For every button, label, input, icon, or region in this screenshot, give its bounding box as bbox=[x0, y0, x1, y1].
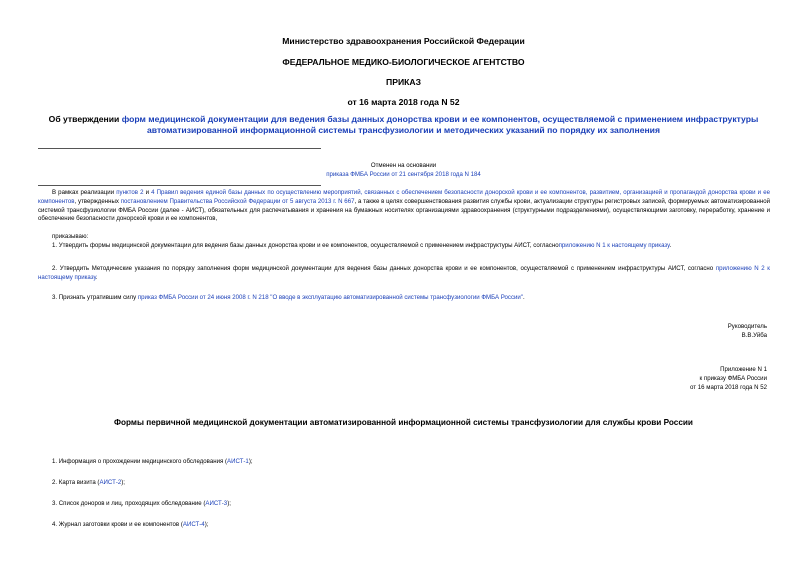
list-item bbox=[52, 521, 208, 528]
clause-1-text: 1. Утвердить формы медицинской документации для ведения базы данных донорства крови и ее компонентов, осуществляемой с применением инфраструктуры АИСТ, согласно bbox=[52, 242, 559, 249]
list-item-link[interactable]: АИСТ-4 bbox=[182, 521, 205, 528]
title-prefix: Об утверждении bbox=[48, 114, 122, 124]
cancel-note bbox=[0, 162, 807, 180]
list-item-text: 2. Карта визита ( bbox=[52, 479, 100, 486]
list-item-link[interactable]: АИСТ-3 bbox=[205, 500, 228, 507]
clause-2-text: 2. Утвердить Методические указания по порядку заполнения форм медицинской документации для ведения базы данных донорства крови и ее компонентов, осуществляемой с применением инфраструктуры АИСТ, согласно bbox=[52, 265, 716, 272]
clause-2-link[interactable]: приложению N 2 к настоящему приказу bbox=[38, 265, 770, 281]
clause-3 bbox=[38, 294, 770, 303]
appendix-line: Приложение N 1 bbox=[720, 366, 767, 373]
list-item-end: ); bbox=[204, 521, 209, 528]
list-item bbox=[52, 500, 231, 507]
date-number-heading: от 16 марта 2018 года N 52 bbox=[347, 97, 460, 107]
clause-3-link[interactable]: приказ ФМБА России от 24 июня 2008 г. N 218 "О вводе в эксплуатацию автоматизированной системы трансфузиологии ФМБА России" bbox=[137, 294, 523, 301]
separator-line bbox=[38, 185, 321, 186]
list-item-link[interactable]: АИСТ-1 bbox=[227, 458, 249, 465]
list-item-end: ); bbox=[248, 458, 253, 465]
appendix-line: к приказу ФМБА России bbox=[699, 374, 767, 382]
list-item bbox=[52, 458, 253, 465]
clause-1 bbox=[38, 242, 770, 251]
clause-2-end: . bbox=[95, 273, 98, 281]
agency-heading: ФЕДЕРАЛЬНОЕ МЕДИКО-БИОЛОГИЧЕСКОЕ АГЕНТСТВО bbox=[282, 57, 525, 67]
list-item-text: 1. Информация о прохождении медицинского обследования ( bbox=[52, 458, 228, 465]
preamble-text: и bbox=[143, 189, 152, 196]
appendix-line: от 16 марта 2018 года N 52 bbox=[690, 383, 767, 391]
list-item-text: 3. Список доноров и лиц, проходящих обследование ( bbox=[52, 500, 206, 507]
signature-role: Руководитель bbox=[727, 323, 767, 330]
preamble-link[interactable]: постановлением Правительства Российской Федерации от 5 августа 2013 г. N 667 bbox=[120, 197, 355, 205]
list-item bbox=[52, 479, 125, 486]
clause-2 bbox=[38, 265, 770, 283]
doc-type-heading: ПРИКАЗ bbox=[386, 77, 421, 87]
preamble-link[interactable]: пунктов 2 bbox=[116, 189, 144, 196]
title-link[interactable]: форм медицинской документации для ведения базы данных донорства крови и ее компонентов, осуществляемой с применением инфраструктуры автоматизированной информационной системы трансфузиологии и методических указаний по порядку их заполнения bbox=[121, 114, 759, 135]
preamble-text: , утвержденных bbox=[74, 197, 121, 205]
clause-1-link[interactable]: приложению N 1 к настоящему приказу bbox=[558, 242, 670, 249]
appendix-block bbox=[690, 366, 767, 392]
order-title bbox=[30, 114, 777, 136]
list-item-link[interactable]: АИСТ-2 bbox=[99, 479, 122, 486]
preamble-text: , а также в целях совершенствования развития службы крови, актуализации структуры регистровых записей, формируемых автоматизированной системой трансфузиологии ФМБА России (далее - АИСТ), обязательных для распечатывания и хранения на бумажных носителях организациями здравоохранения (структурными подразделениями), осуществляющими заготовку, переработку, хранение и обеспечение безопасности донорской крови и ее компонентов, bbox=[38, 197, 771, 223]
list-item-end: ); bbox=[227, 500, 231, 507]
clause-3-end: . bbox=[522, 294, 525, 301]
preamble-paragraph bbox=[38, 189, 770, 224]
separator-line bbox=[38, 148, 321, 149]
clause-3-text: 3. Признать утратившим силу bbox=[52, 294, 138, 301]
list-item-text: 4. Журнал заготовки крови и ее компонентов ( bbox=[52, 521, 183, 528]
preamble-link[interactable]: 4 Правил ведения единой базы данных по осуществлению мероприятий, связанных с обеспечением безопасности донорской крови и ее компонентов, развитием, организацией и пропагандой донорства крови и ее компонентов bbox=[38, 189, 770, 205]
order-word: приказываю: bbox=[52, 233, 89, 240]
ministry-heading: Министерство здравоохранения Российской Федерации bbox=[282, 36, 525, 46]
forms-title: Формы первичной медицинской документации автоматизированной информационной системы трансфузиологии для службы крови России bbox=[114, 418, 693, 427]
signature-name: В.В.Уйба bbox=[741, 331, 767, 339]
signature-block bbox=[728, 323, 767, 341]
cancel-note-text: Отменен на основании bbox=[370, 162, 437, 169]
list-item-end: ); bbox=[121, 479, 125, 486]
cancel-note-link[interactable]: приказа ФМБА России от 21 сентября 2018 года N 184 bbox=[326, 170, 481, 178]
preamble-text: В рамках реализации bbox=[52, 189, 117, 196]
clause-1-end: . bbox=[669, 242, 672, 249]
